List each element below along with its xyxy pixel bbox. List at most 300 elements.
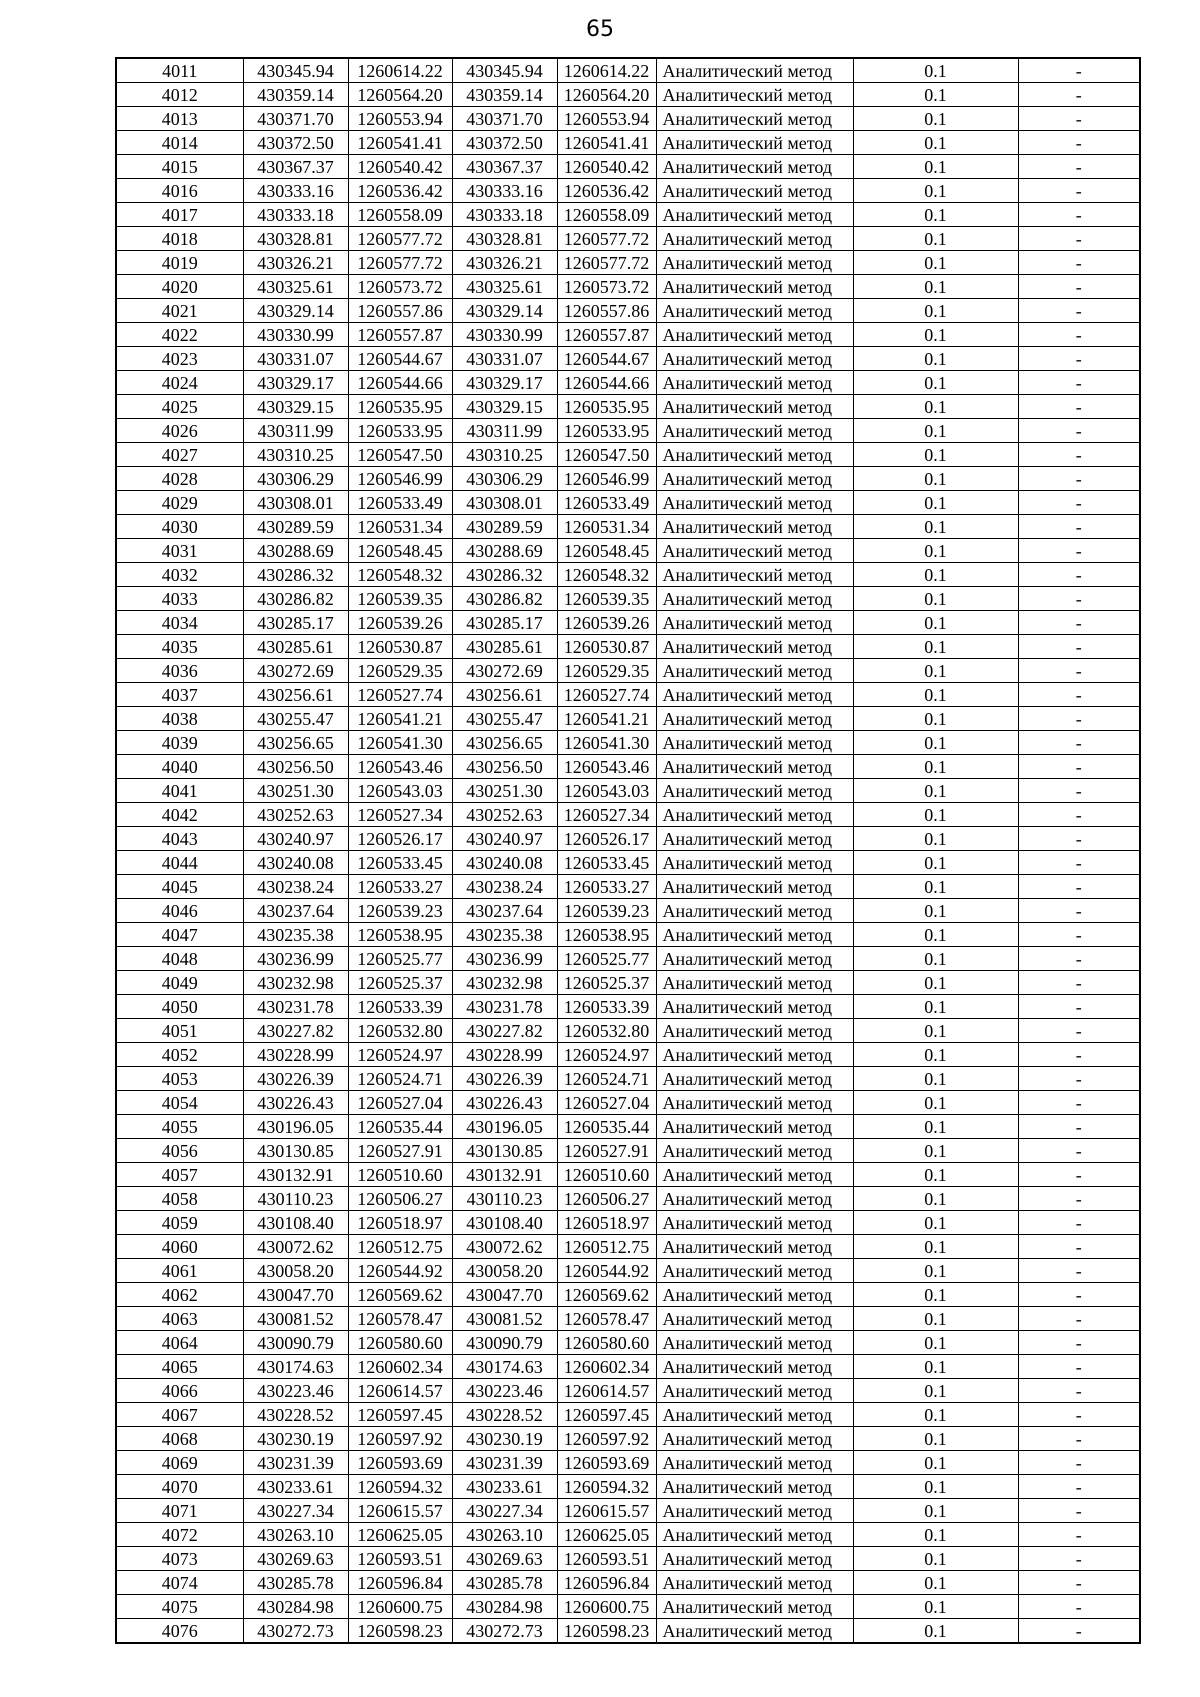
- x-old-cell: 430269.63: [243, 1547, 348, 1571]
- point-number-cell: 4069: [116, 1451, 243, 1475]
- note-cell: -: [1018, 659, 1140, 683]
- y-new-cell: 1260512.75: [557, 1235, 656, 1259]
- method-cell: Аналитический метод: [656, 179, 853, 203]
- x-new-cell: 430236.99: [452, 947, 557, 971]
- method-cell: Аналитический метод: [656, 467, 853, 491]
- accuracy-cell: 0.1: [853, 1379, 1018, 1403]
- y-new-cell: 1260625.05: [557, 1523, 656, 1547]
- note-cell: -: [1018, 467, 1140, 491]
- y-old-cell: 1260532.80: [348, 1019, 452, 1043]
- y-old-cell: 1260598.23: [348, 1619, 452, 1644]
- y-new-cell: 1260543.46: [557, 755, 656, 779]
- point-number-cell: 4072: [116, 1523, 243, 1547]
- point-number-cell: 4039: [116, 731, 243, 755]
- y-new-cell: 1260527.74: [557, 683, 656, 707]
- y-old-cell: 1260600.75: [348, 1595, 452, 1619]
- y-new-cell: 1260614.57: [557, 1379, 656, 1403]
- y-new-cell: 1260577.72: [557, 227, 656, 251]
- x-new-cell: 430325.61: [452, 275, 557, 299]
- accuracy-cell: 0.1: [853, 83, 1018, 107]
- point-number-cell: 4058: [116, 1187, 243, 1211]
- note-cell: -: [1018, 107, 1140, 131]
- table-row: [116, 1163, 1140, 1187]
- y-old-cell: 1260543.46: [348, 755, 452, 779]
- x-old-cell: 430130.85: [243, 1139, 348, 1163]
- note-cell: -: [1018, 395, 1140, 419]
- accuracy-cell: 0.1: [853, 1499, 1018, 1523]
- y-new-cell: 1260541.30: [557, 731, 656, 755]
- table-row: [116, 323, 1140, 347]
- note-cell: -: [1018, 1067, 1140, 1091]
- table-row: [116, 443, 1140, 467]
- table-row: [116, 851, 1140, 875]
- accuracy-cell: 0.1: [853, 491, 1018, 515]
- accuracy-cell: 0.1: [853, 947, 1018, 971]
- accuracy-cell: 0.1: [853, 1091, 1018, 1115]
- y-old-cell: 1260547.50: [348, 443, 452, 467]
- method-cell: Аналитический метод: [656, 58, 853, 83]
- y-old-cell: 1260614.57: [348, 1379, 452, 1403]
- accuracy-cell: 0.1: [853, 1619, 1018, 1644]
- table-row: [116, 755, 1140, 779]
- method-cell: Аналитический метод: [656, 1019, 853, 1043]
- point-number-cell: 4029: [116, 491, 243, 515]
- point-number-cell: 4067: [116, 1403, 243, 1427]
- note-cell: -: [1018, 1163, 1140, 1187]
- note-cell: -: [1018, 443, 1140, 467]
- accuracy-cell: 0.1: [853, 1259, 1018, 1283]
- note-cell: -: [1018, 1211, 1140, 1235]
- point-number-cell: 4019: [116, 251, 243, 275]
- x-old-cell: 430329.17: [243, 371, 348, 395]
- table-row: [116, 1523, 1140, 1547]
- note-cell: -: [1018, 755, 1140, 779]
- note-cell: -: [1018, 827, 1140, 851]
- note-cell: -: [1018, 611, 1140, 635]
- point-number-cell: 4027: [116, 443, 243, 467]
- y-new-cell: 1260548.32: [557, 563, 656, 587]
- point-number-cell: 4037: [116, 683, 243, 707]
- y-new-cell: 1260525.37: [557, 971, 656, 995]
- table-row: [116, 347, 1140, 371]
- x-new-cell: 430288.69: [452, 539, 557, 563]
- accuracy-cell: 0.1: [853, 467, 1018, 491]
- y-new-cell: 1260526.17: [557, 827, 656, 851]
- point-number-cell: 4033: [116, 587, 243, 611]
- accuracy-cell: 0.1: [853, 995, 1018, 1019]
- note-cell: -: [1018, 491, 1140, 515]
- y-new-cell: 1260593.51: [557, 1547, 656, 1571]
- accuracy-cell: 0.1: [853, 179, 1018, 203]
- accuracy-cell: 0.1: [853, 419, 1018, 443]
- y-new-cell: 1260578.47: [557, 1307, 656, 1331]
- point-number-cell: 4052: [116, 1043, 243, 1067]
- point-number-cell: 4028: [116, 467, 243, 491]
- accuracy-cell: 0.1: [853, 1163, 1018, 1187]
- x-new-cell: 430372.50: [452, 131, 557, 155]
- table-row: [116, 611, 1140, 635]
- x-old-cell: 430311.99: [243, 419, 348, 443]
- point-number-cell: 4062: [116, 1283, 243, 1307]
- x-old-cell: 430333.18: [243, 203, 348, 227]
- y-new-cell: 1260531.34: [557, 515, 656, 539]
- table-row: [116, 1067, 1140, 1091]
- x-old-cell: 430108.40: [243, 1211, 348, 1235]
- note-cell: -: [1018, 275, 1140, 299]
- table-row: [116, 1091, 1140, 1115]
- y-old-cell: 1260526.17: [348, 827, 452, 851]
- x-new-cell: 430256.50: [452, 755, 557, 779]
- accuracy-cell: 0.1: [853, 923, 1018, 947]
- y-old-cell: 1260533.95: [348, 419, 452, 443]
- point-number-cell: 4035: [116, 635, 243, 659]
- x-old-cell: 430230.19: [243, 1427, 348, 1451]
- y-old-cell: 1260527.34: [348, 803, 452, 827]
- note-cell: -: [1018, 203, 1140, 227]
- y-new-cell: 1260533.95: [557, 419, 656, 443]
- y-new-cell: 1260539.23: [557, 899, 656, 923]
- point-number-cell: 4045: [116, 875, 243, 899]
- x-new-cell: 430110.23: [452, 1187, 557, 1211]
- y-new-cell: 1260544.67: [557, 347, 656, 371]
- x-old-cell: 430326.21: [243, 251, 348, 275]
- method-cell: Аналитический метод: [656, 1115, 853, 1139]
- method-cell: Аналитический метод: [656, 659, 853, 683]
- y-new-cell: 1260510.60: [557, 1163, 656, 1187]
- accuracy-cell: 0.1: [853, 395, 1018, 419]
- point-number-cell: 4048: [116, 947, 243, 971]
- table-row: [116, 131, 1140, 155]
- method-cell: Аналитический метод: [656, 755, 853, 779]
- note-cell: -: [1018, 995, 1140, 1019]
- accuracy-cell: 0.1: [853, 227, 1018, 251]
- note-cell: -: [1018, 1523, 1140, 1547]
- point-number-cell: 4056: [116, 1139, 243, 1163]
- y-new-cell: 1260527.91: [557, 1139, 656, 1163]
- accuracy-cell: 0.1: [853, 779, 1018, 803]
- x-new-cell: 430108.40: [452, 1211, 557, 1235]
- y-new-cell: 1260544.66: [557, 371, 656, 395]
- y-new-cell: 1260530.87: [557, 635, 656, 659]
- table-row: [116, 803, 1140, 827]
- x-old-cell: 430286.82: [243, 587, 348, 611]
- accuracy-cell: 0.1: [853, 1115, 1018, 1139]
- y-old-cell: 1260557.86: [348, 299, 452, 323]
- x-old-cell: 430331.07: [243, 347, 348, 371]
- y-old-cell: 1260577.72: [348, 251, 452, 275]
- x-old-cell: 430228.99: [243, 1043, 348, 1067]
- x-old-cell: 430325.61: [243, 275, 348, 299]
- method-cell: Аналитический метод: [656, 539, 853, 563]
- method-cell: Аналитический метод: [656, 875, 853, 899]
- note-cell: -: [1018, 539, 1140, 563]
- accuracy-cell: 0.1: [853, 1355, 1018, 1379]
- y-old-cell: 1260524.71: [348, 1067, 452, 1091]
- method-cell: Аналитический метод: [656, 971, 853, 995]
- accuracy-cell: 0.1: [853, 515, 1018, 539]
- y-old-cell: 1260580.60: [348, 1331, 452, 1355]
- table-row: [116, 1307, 1140, 1331]
- table-row: [116, 1187, 1140, 1211]
- y-new-cell: 1260544.92: [557, 1259, 656, 1283]
- table-row: [116, 1571, 1140, 1595]
- y-old-cell: 1260539.26: [348, 611, 452, 635]
- x-old-cell: 430372.50: [243, 131, 348, 155]
- x-new-cell: 430308.01: [452, 491, 557, 515]
- x-new-cell: 430329.14: [452, 299, 557, 323]
- y-new-cell: 1260573.72: [557, 275, 656, 299]
- y-old-cell: 1260539.23: [348, 899, 452, 923]
- point-number-cell: 4061: [116, 1259, 243, 1283]
- note-cell: -: [1018, 1379, 1140, 1403]
- y-new-cell: 1260539.26: [557, 611, 656, 635]
- accuracy-cell: 0.1: [853, 1139, 1018, 1163]
- method-cell: Аналитический метод: [656, 203, 853, 227]
- x-old-cell: 430288.69: [243, 539, 348, 563]
- x-new-cell: 430284.98: [452, 1595, 557, 1619]
- accuracy-cell: 0.1: [853, 731, 1018, 755]
- note-cell: -: [1018, 1115, 1140, 1139]
- x-new-cell: 430333.18: [452, 203, 557, 227]
- point-number-cell: 4071: [116, 1499, 243, 1523]
- y-old-cell: 1260548.32: [348, 563, 452, 587]
- x-old-cell: 430330.99: [243, 323, 348, 347]
- accuracy-cell: 0.1: [853, 1067, 1018, 1091]
- method-cell: Аналитический метод: [656, 1211, 853, 1235]
- x-old-cell: 430227.82: [243, 1019, 348, 1043]
- x-new-cell: 430072.62: [452, 1235, 557, 1259]
- note-cell: -: [1018, 875, 1140, 899]
- point-number-cell: 4047: [116, 923, 243, 947]
- point-number-cell: 4046: [116, 899, 243, 923]
- point-number-cell: 4066: [116, 1379, 243, 1403]
- y-old-cell: 1260578.47: [348, 1307, 452, 1331]
- accuracy-cell: 0.1: [853, 131, 1018, 155]
- y-new-cell: 1260557.86: [557, 299, 656, 323]
- y-new-cell: 1260547.50: [557, 443, 656, 467]
- y-new-cell: 1260518.97: [557, 1211, 656, 1235]
- x-old-cell: 430240.97: [243, 827, 348, 851]
- accuracy-cell: 0.1: [853, 107, 1018, 131]
- coordinates-table: [115, 57, 1141, 1644]
- table-row: [116, 659, 1140, 683]
- method-cell: Аналитический метод: [656, 1259, 853, 1283]
- x-new-cell: 430272.73: [452, 1619, 557, 1644]
- method-cell: Аналитический метод: [656, 371, 853, 395]
- accuracy-cell: 0.1: [853, 371, 1018, 395]
- x-new-cell: 430174.63: [452, 1355, 557, 1379]
- table-row: [116, 731, 1140, 755]
- y-old-cell: 1260533.45: [348, 851, 452, 875]
- method-cell: Аналитический метод: [656, 899, 853, 923]
- method-cell: Аналитический метод: [656, 1619, 853, 1644]
- y-old-cell: 1260569.62: [348, 1283, 452, 1307]
- accuracy-cell: 0.1: [853, 827, 1018, 851]
- x-old-cell: 430329.15: [243, 395, 348, 419]
- accuracy-cell: 0.1: [853, 58, 1018, 83]
- table-row: [116, 203, 1140, 227]
- x-new-cell: 430329.17: [452, 371, 557, 395]
- x-new-cell: 430251.30: [452, 779, 557, 803]
- x-old-cell: 430252.63: [243, 803, 348, 827]
- x-old-cell: 430238.24: [243, 875, 348, 899]
- accuracy-cell: 0.1: [853, 1331, 1018, 1355]
- table-row: [116, 923, 1140, 947]
- accuracy-cell: 0.1: [853, 1547, 1018, 1571]
- x-old-cell: 430228.52: [243, 1403, 348, 1427]
- y-new-cell: 1260593.69: [557, 1451, 656, 1475]
- point-number-cell: 4032: [116, 563, 243, 587]
- note-cell: -: [1018, 1595, 1140, 1619]
- x-new-cell: 430285.17: [452, 611, 557, 635]
- y-old-cell: 1260539.35: [348, 587, 452, 611]
- method-cell: Аналитический метод: [656, 947, 853, 971]
- y-old-cell: 1260544.67: [348, 347, 452, 371]
- y-old-cell: 1260533.27: [348, 875, 452, 899]
- table-row: [116, 899, 1140, 923]
- point-number-cell: 4024: [116, 371, 243, 395]
- x-old-cell: 430345.94: [243, 58, 348, 83]
- accuracy-cell: 0.1: [853, 203, 1018, 227]
- x-new-cell: 430328.81: [452, 227, 557, 251]
- x-new-cell: 430285.61: [452, 635, 557, 659]
- accuracy-cell: 0.1: [853, 587, 1018, 611]
- x-new-cell: 430263.10: [452, 1523, 557, 1547]
- accuracy-cell: 0.1: [853, 1211, 1018, 1235]
- y-old-cell: 1260533.49: [348, 491, 452, 515]
- x-old-cell: 430240.08: [243, 851, 348, 875]
- x-old-cell: 430285.17: [243, 611, 348, 635]
- x-new-cell: 430333.16: [452, 179, 557, 203]
- y-old-cell: 1260544.66: [348, 371, 452, 395]
- method-cell: Аналитический метод: [656, 1595, 853, 1619]
- y-old-cell: 1260525.77: [348, 947, 452, 971]
- point-number-cell: 4014: [116, 131, 243, 155]
- table-row: [116, 1259, 1140, 1283]
- y-old-cell: 1260541.41: [348, 131, 452, 155]
- x-old-cell: 430256.50: [243, 755, 348, 779]
- accuracy-cell: 0.1: [853, 443, 1018, 467]
- y-new-cell: 1260541.41: [557, 131, 656, 155]
- y-new-cell: 1260597.45: [557, 1403, 656, 1427]
- note-cell: -: [1018, 1571, 1140, 1595]
- point-number-cell: 4023: [116, 347, 243, 371]
- x-new-cell: 430330.99: [452, 323, 557, 347]
- y-old-cell: 1260535.44: [348, 1115, 452, 1139]
- note-cell: -: [1018, 1043, 1140, 1067]
- note-cell: -: [1018, 83, 1140, 107]
- x-old-cell: 430256.61: [243, 683, 348, 707]
- y-new-cell: 1260525.77: [557, 947, 656, 971]
- x-new-cell: 430223.46: [452, 1379, 557, 1403]
- x-new-cell: 430326.21: [452, 251, 557, 275]
- note-cell: -: [1018, 179, 1140, 203]
- y-new-cell: 1260533.39: [557, 995, 656, 1019]
- y-old-cell: 1260541.30: [348, 731, 452, 755]
- point-number-cell: 4022: [116, 323, 243, 347]
- method-cell: Аналитический метод: [656, 1163, 853, 1187]
- method-cell: Аналитический метод: [656, 611, 853, 635]
- y-old-cell: 1260533.39: [348, 995, 452, 1019]
- method-cell: Аналитический метод: [656, 683, 853, 707]
- table-row: [116, 779, 1140, 803]
- accuracy-cell: 0.1: [853, 755, 1018, 779]
- y-old-cell: 1260530.87: [348, 635, 452, 659]
- point-number-cell: 4054: [116, 1091, 243, 1115]
- note-cell: -: [1018, 587, 1140, 611]
- method-cell: Аналитический метод: [656, 107, 853, 131]
- note-cell: -: [1018, 851, 1140, 875]
- x-old-cell: 430272.69: [243, 659, 348, 683]
- note-cell: -: [1018, 347, 1140, 371]
- x-new-cell: 430228.52: [452, 1403, 557, 1427]
- table-row: [116, 1451, 1140, 1475]
- y-old-cell: 1260593.69: [348, 1451, 452, 1475]
- note-cell: -: [1018, 1187, 1140, 1211]
- point-number-cell: 4063: [116, 1307, 243, 1331]
- y-new-cell: 1260533.45: [557, 851, 656, 875]
- note-cell: -: [1018, 227, 1140, 251]
- method-cell: Аналитический метод: [656, 1091, 853, 1115]
- x-old-cell: 430196.05: [243, 1115, 348, 1139]
- table-row: [116, 1283, 1140, 1307]
- point-number-cell: 4065: [116, 1355, 243, 1379]
- point-number-cell: 4043: [116, 827, 243, 851]
- table-row: [116, 1403, 1140, 1427]
- point-number-cell: 4059: [116, 1211, 243, 1235]
- table-row: [116, 995, 1140, 1019]
- y-new-cell: 1260535.95: [557, 395, 656, 419]
- y-new-cell: 1260533.49: [557, 491, 656, 515]
- method-cell: Аналитический метод: [656, 1379, 853, 1403]
- accuracy-cell: 0.1: [853, 1451, 1018, 1475]
- x-old-cell: 430285.78: [243, 1571, 348, 1595]
- table-row: [116, 827, 1140, 851]
- accuracy-cell: 0.1: [853, 707, 1018, 731]
- table-row: [116, 1427, 1140, 1451]
- x-old-cell: 430231.78: [243, 995, 348, 1019]
- x-new-cell: 430289.59: [452, 515, 557, 539]
- note-cell: -: [1018, 1331, 1140, 1355]
- x-new-cell: 430132.91: [452, 1163, 557, 1187]
- y-new-cell: 1260524.97: [557, 1043, 656, 1067]
- accuracy-cell: 0.1: [853, 851, 1018, 875]
- point-number-cell: 4050: [116, 995, 243, 1019]
- accuracy-cell: 0.1: [853, 971, 1018, 995]
- method-cell: Аналитический метод: [656, 251, 853, 275]
- method-cell: Аналитический метод: [656, 923, 853, 947]
- x-new-cell: 430227.34: [452, 1499, 557, 1523]
- x-old-cell: 430132.91: [243, 1163, 348, 1187]
- y-new-cell: 1260548.45: [557, 539, 656, 563]
- table-row: [116, 1331, 1140, 1355]
- x-new-cell: 430256.65: [452, 731, 557, 755]
- y-new-cell: 1260615.57: [557, 1499, 656, 1523]
- point-number-cell: 4074: [116, 1571, 243, 1595]
- table-row: [116, 1547, 1140, 1571]
- x-new-cell: 430286.32: [452, 563, 557, 587]
- x-old-cell: 430289.59: [243, 515, 348, 539]
- x-old-cell: 430306.29: [243, 467, 348, 491]
- x-new-cell: 430081.52: [452, 1307, 557, 1331]
- note-cell: -: [1018, 899, 1140, 923]
- table-row: [116, 467, 1140, 491]
- y-old-cell: 1260577.72: [348, 227, 452, 251]
- point-number-cell: 4068: [116, 1427, 243, 1451]
- y-new-cell: 1260557.87: [557, 323, 656, 347]
- x-old-cell: 430256.65: [243, 731, 348, 755]
- table-row: [116, 1499, 1140, 1523]
